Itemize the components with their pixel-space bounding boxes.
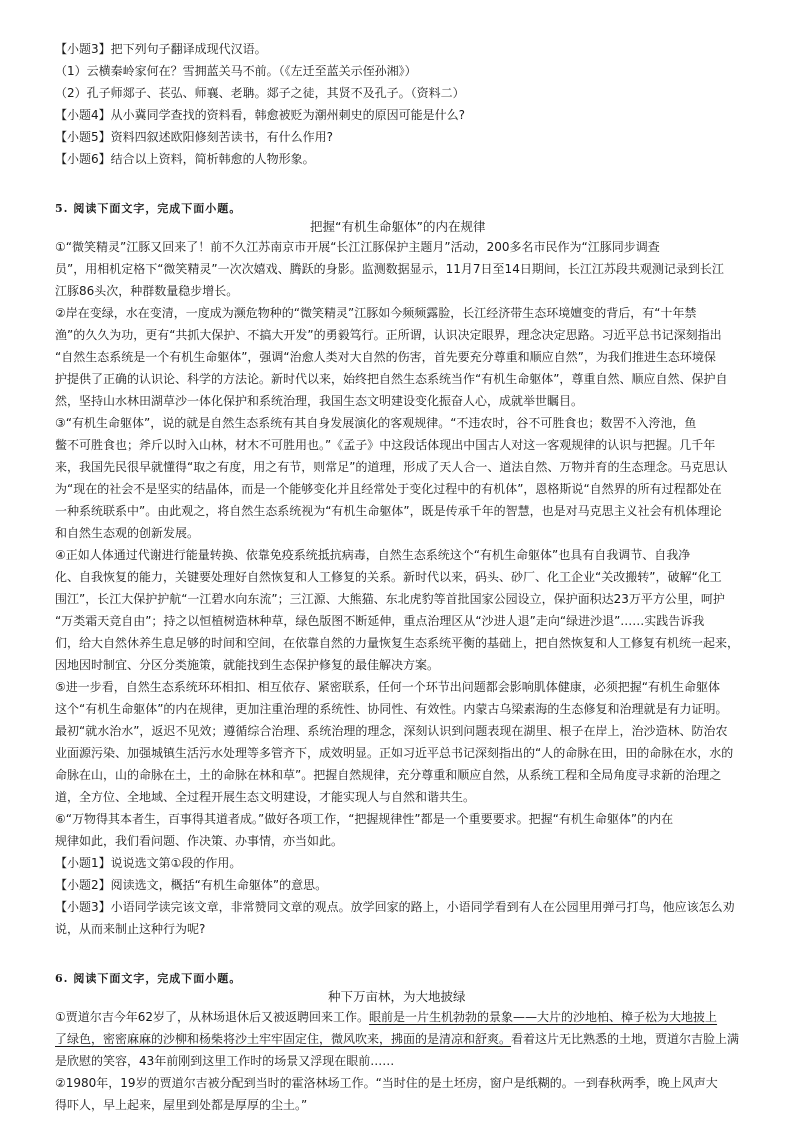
question-line: 【小题4】从小冀同学查找的资料看，韩愈被贬为潮州刺史的原因可能是什么? [55,108,466,122]
article-title: 把握“有机生命躯体”的内在规律 [310,219,486,234]
text-line: 为“现在的社会不是坚实的结晶体，而是一个能够变化并且经常处于变化过程中的有机体”，恩格斯说“自然界的所有过程都处在 [55,482,722,496]
text-line: 江豚86头次，种群数量稳步增长。 [55,284,239,298]
text-line: 来，我国先民很早就懂得“取之有度，用之有节，则常足”的道理，形成了天人合一、道法自然、万物并育的生态理念。马克思认 [55,460,728,474]
underlined-text: 了绿色，密密麻麻的沙柳和杨柴将沙土牢牢固定住，微风吹来，拂面的是清凉和舒爽。 [55,1032,512,1046]
section-heading: 5. 阅读下面文字，完成下面小题。 [55,202,242,215]
question-line: 【小题3】把下列句子翻译成现代汉语。 [55,42,267,56]
text-line: ②1980年，19岁的贾道尔吉被分配到当时的霍洛林场工作。“当时住的是土坯房，窗户是纸糊的。一到春秋两季，晚上风声大 [55,1076,718,1090]
text-line: 这个“有机生命躯体”的内在规律，更加注重治理的系统性、协同性、有效性。内蒙古乌梁素海的生态修复和治理就是有力证明。 [55,702,728,716]
question-line: 【小题2】阅读选文，概括“有机生命躯体”的意思。 [55,878,328,892]
article-title: 种下万亩林，为大地披绿 [328,989,466,1004]
text-line: “万类霜天竞自由”；持之以恒植树造林种草，绿色版图不断延伸，重点治理区从“沙进人退”走向“绿进沙退”……实践告诉我 [55,614,705,628]
text-line: 业面源污染、加强城镇生活污水处理等多管齐下，成效明显。正如习近平总书记深刻指出的“人的命脉在田，田的命脉在水，水的 [55,746,734,760]
text-line: 渔”的久久为功，更有“共抓大保护、不搞大开发”的勇毅笃行。正所谓，认识决定眼界，理念决定思路。习近平总书记深刻指出 [55,328,722,342]
question-line: 【小题3】小语同学读完该文章，非常赞同文章的观点。放学回家的路上，小语同学看到有人在公园里用弹弓打鸟，他应该怎么劝 [55,900,735,914]
text-line: ⑤进一步看，自然生态系统环环相扣、相互依存、紧密联系，任何一个环节出问题都会影响肌体健康，必须把握“有机生命躯体 [55,680,720,694]
text-segment: 看着这片无比熟悉的土地，贾道尔吉脸上满 [511,1032,740,1046]
text-line: 最初“就水治水”，返迟不见效；遵循综合治理、系统治理的理念，深刻认识到问题表现在湖里、根子在岸上，治沙造林、防治农 [55,724,728,738]
text-line [55,1006,717,1028]
text-line: 们，给大自然休养生息足够的时间和空间，在依靠自然的力量恢复生态系统平衡的基础上，把自然恢复和人工修复有机统一起来， [55,636,740,650]
text-line: 是欣慰的笑容，43年前刚到这里工作时的场景又浮现在眼前…… [55,1054,395,1068]
text-line: ⑥“万物得其本者生，百事得其道者成。”做好各项工作，“把握规律性”都是一个重要要求。把握“有机生命躯体”的内在 [55,812,674,826]
text-line [55,1028,739,1050]
text-line: 一种系统联系中”。由此观之，将自然生态系统视为“有机生命躯体”，既是传承千年的智慧，也是对马克思主义社会有机体理论 [55,504,722,518]
text-line: 命脉在山，山的命脉在土，土的命脉在林和草”。把握自然规律，充分尊重和顺应自然，从系统工程和全局角度寻求新的治理之 [55,768,722,782]
underlined-text: 眼前是一片生机勃勃的景象——大片的沙地柏、樟子松为大地披上 [369,1010,718,1024]
text-line: 员”，用相机定格下“微笑精灵”一次次嬉戏、腾跃的身影。监测数据显示，11月7日至14日期间，长江江苏段共观测记录到长江 [55,262,724,276]
text-line: 然，坚持山水林田湖草沙一体化保护和系统治理，我国生态文明建设变化振奋人心，成就举世瞩目。 [55,394,584,408]
text-line: 和自然生态观的创新发展。 [55,526,200,540]
text-line: 鳖不可胜食也；斧斤以时入山林，材木不可胜用也。”《孟子》中这段话体现出中国古人对这一客观规律的认识与把握。几千年 [55,438,716,452]
text-line: “自然生态系统是一个有机生命躯体”，强调“治愈人类对大自然的伤害，首先要充分尊重和顺应自然”，为我们推进生态环境保 [55,350,716,364]
text-line: 护提供了正确的认识论、科学的方法论。新时代以来，始终把自然生态系统当作“有机生命躯体”，尊重自然、顺应自然、保护自 [55,372,728,386]
text-line: 因地因时制宜、分区分类施策，就能找到生态保护修复的最佳解决方案。 [55,658,440,672]
text-line: 得吓人，早上起来，屋里到处都是厚厚的尘土。” [55,1098,308,1112]
text-line: 规律如此，我们看问题、作决策、办事情，亦当如此。 [55,834,344,848]
question-line: （1）云横秦岭家何在？雪拥蓝关马不前。（《左迁至蓝关示侄孙湘》） [55,64,417,78]
text-line: ③“有机生命躯体”，说的就是自然生态系统有其自身发展演化的客观规律。“不违农时，谷不可胜食也；数罟不入洿池，鱼 [55,416,697,430]
question-line: 【小题6】结合以上资料，简析韩愈的人物形象。 [55,152,315,166]
question-line: （2）孔子师郯子、苌弘、师襄、老聃。郯子之徒，其贤不及孔子。（资料二） [55,86,465,100]
question-line: 说，从而来制止这种行为呢? [55,922,206,936]
question-line: 【小题1】说说选文第①段的作用。 [55,856,242,870]
text-line: ①“微笑精灵”江豚又回来了！前不久江苏南京市开展“长江江豚保护主题月”活动，200多名市民作为“江豚同步调查 [55,240,660,254]
section-heading: 6. 阅读下面文字，完成下面小题。 [55,972,242,985]
text-line: 围江”，长江大保护护航“一江碧水向东流”；三江源、大熊猫、东北虎豹等首批国家公园设立，保护面积达23万平方公里，呵护 [55,592,725,606]
text-line: ④正如人体通过代谢进行能量转换、依靠免疫系统抵抗病毒，自然生态系统这个“有机生命躯体”也具有自我调节、自我净 [55,548,691,562]
text-segment: ①贾道尔吉今年62岁了，从林场退休后又被返聘回来工作。 [55,1010,370,1024]
question-line: 【小题5】资料四叙述欧阳修刻苦读书，有什么作用? [55,130,334,144]
text-line: ②岸在变绿，水在变清，一度成为濒危物种的“微笑精灵”江豚如今频频露脸，长江经济带生态环境嬗变的背后，有“十年禁 [55,306,697,320]
text-line: 道，全方位、全地域、全过程开展生态文明建设，才能实现人与自然和谐共生。 [55,790,476,804]
text-line: 化、自我恢复的能力，关键要处理好自然恢复和人工修复的关系。新时代以来，码头、砂厂、化工企业“关改搬转”，破解“化工 [55,570,722,584]
